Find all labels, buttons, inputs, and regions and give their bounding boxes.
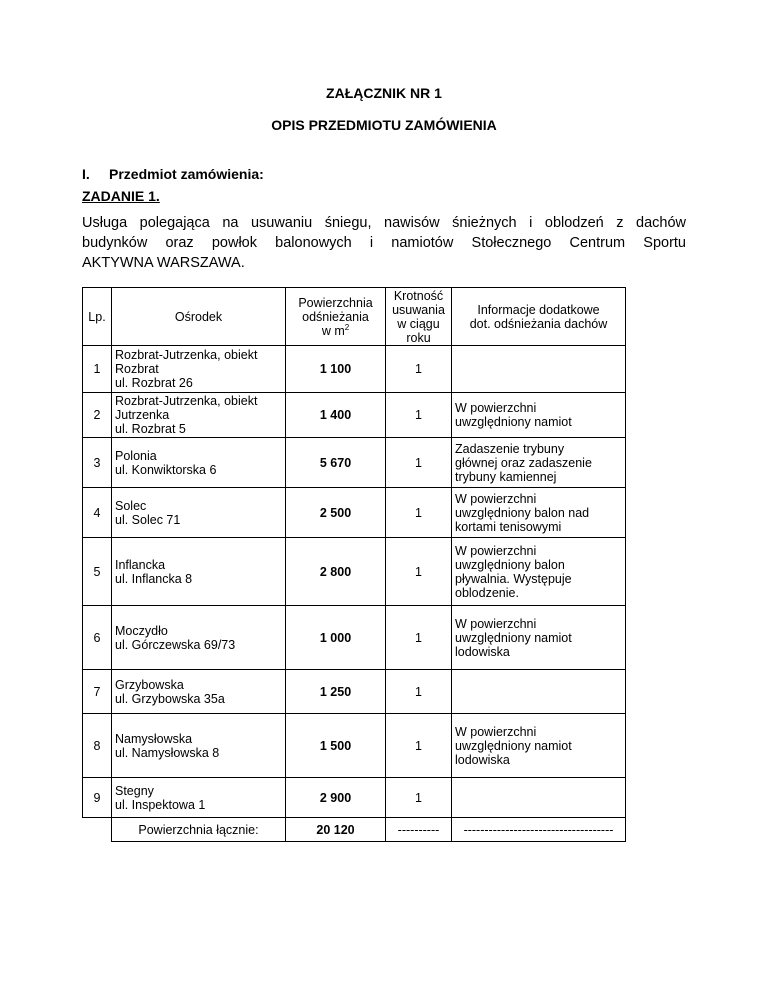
total-frequency: ---------- bbox=[386, 818, 452, 842]
table-row bbox=[83, 346, 626, 393]
cell-line: ul. Inspektowa 1 bbox=[115, 797, 206, 812]
cell-line: uwzględniony balon bbox=[455, 557, 565, 572]
cell-info bbox=[452, 393, 626, 438]
cell-osrodek bbox=[112, 778, 286, 818]
cell-line: uwzględniony balon nad bbox=[455, 505, 590, 520]
cell-frequency: 1 bbox=[386, 714, 452, 778]
cell-line: ul. Górczewska 69/73 bbox=[115, 637, 236, 652]
cell-line: Jutrzenka bbox=[115, 408, 170, 422]
cell-line: lodowiska bbox=[455, 644, 510, 659]
cell-line: pływalnia. Występuje bbox=[455, 571, 572, 586]
total-info: ------------------------------------ bbox=[452, 818, 626, 842]
description-line: budynków oraz powłok balonowych i namiotów Stołecznego Centrum Sportu bbox=[82, 235, 686, 251]
header-text: odśnieżania bbox=[302, 309, 369, 324]
cell-line: ul. Rozbrat 5 bbox=[115, 422, 186, 436]
cell-frequency: 1 bbox=[386, 393, 452, 438]
section-title: Przedmiot zamówienia: bbox=[109, 166, 264, 182]
cell-info bbox=[452, 488, 626, 538]
cell-frequency: 1 bbox=[386, 606, 452, 670]
header-text: dot. odśnieżania dachów bbox=[469, 316, 608, 331]
section-heading bbox=[82, 166, 264, 182]
cell-line: ul. Rozbrat 26 bbox=[115, 376, 193, 390]
cell-osrodek bbox=[112, 393, 286, 438]
section-number: I. bbox=[82, 166, 90, 182]
cell-area: 1 250 bbox=[286, 670, 386, 714]
table-row bbox=[83, 438, 626, 488]
cell-area: 1 500 bbox=[286, 714, 386, 778]
cell-line: Grzybowska bbox=[115, 677, 184, 692]
table-header-row bbox=[83, 288, 626, 346]
cell-line: Rozbrat-Jutrzenka, obiekt bbox=[115, 394, 258, 408]
cell-osrodek bbox=[112, 606, 286, 670]
header-text: Krotność bbox=[393, 288, 444, 303]
cell-lp: 7 bbox=[83, 670, 112, 714]
cell-info bbox=[452, 778, 626, 818]
header-text bbox=[289, 324, 382, 338]
cell-frequency: 1 bbox=[386, 778, 452, 818]
cell-line: trybuny kamiennej bbox=[455, 469, 557, 484]
cell-area: 1 100 bbox=[286, 346, 386, 393]
header-unit: w m bbox=[321, 323, 345, 338]
cell-area: 2 900 bbox=[286, 778, 386, 818]
cell-line: ul. Namysłowska 8 bbox=[115, 745, 220, 760]
total-area: 20 120 bbox=[286, 818, 386, 842]
cell-line: Polonia bbox=[115, 448, 157, 463]
cell-area: 5 670 bbox=[286, 438, 386, 488]
cell-line: Zadaszenie trybuny bbox=[455, 441, 565, 456]
header-text: Powierzchnia bbox=[298, 295, 373, 310]
header-osrodek: Ośrodek bbox=[112, 288, 286, 346]
document-subtitle: OPIS PRZEDMIOTU ZAMÓWIENIA bbox=[271, 117, 497, 133]
header-lp: Lp. bbox=[83, 288, 112, 346]
table-row bbox=[83, 538, 626, 606]
header-text: Informacje dodatkowe bbox=[477, 302, 600, 317]
cell-area: 1 400 bbox=[286, 393, 386, 438]
document-title: ZAŁĄCZNIK NR 1 bbox=[326, 85, 442, 101]
description-line: AKTYWNA WARSZAWA. bbox=[82, 255, 245, 271]
cell-empty bbox=[83, 818, 112, 842]
cell-line: Inflancka bbox=[115, 557, 166, 572]
cell-line: ul. Solec 71 bbox=[115, 512, 181, 527]
cell-info bbox=[452, 714, 626, 778]
cell-osrodek bbox=[112, 488, 286, 538]
cell-area: 2 500 bbox=[286, 488, 386, 538]
cell-line: uwzględniony namiot bbox=[455, 415, 572, 429]
table-total-row bbox=[83, 818, 626, 842]
cell-line: Rozbrat-Jutrzenka, obiekt bbox=[115, 348, 258, 362]
table-row bbox=[83, 606, 626, 670]
cell-frequency: 1 bbox=[386, 488, 452, 538]
cell-osrodek bbox=[112, 538, 286, 606]
cell-line: Solec bbox=[115, 498, 147, 513]
cell-frequency: 1 bbox=[386, 438, 452, 488]
cell-line: ul. Grzybowska 35a bbox=[115, 691, 225, 706]
table-row bbox=[83, 488, 626, 538]
table-row bbox=[83, 393, 626, 438]
cell-line: kortami tenisowymi bbox=[455, 519, 562, 534]
cell-line: W powierzchni bbox=[455, 401, 537, 415]
cell-line: W powierzchni bbox=[455, 543, 537, 558]
cell-lp: 5 bbox=[83, 538, 112, 606]
cell-osrodek bbox=[112, 714, 286, 778]
cell-line: Namysłowska bbox=[115, 731, 193, 746]
table-row bbox=[83, 714, 626, 778]
cell-info bbox=[452, 538, 626, 606]
cell-lp: 6 bbox=[83, 606, 112, 670]
cell-lp: 2 bbox=[83, 393, 112, 438]
cell-info bbox=[452, 606, 626, 670]
cell-lp: 8 bbox=[83, 714, 112, 778]
cell-lp: 4 bbox=[83, 488, 112, 538]
cell-osrodek bbox=[112, 670, 286, 714]
description-line: Usługa polegająca na usuwaniu śniegu, nawisów śnieżnych i oblodzeń z dachów bbox=[82, 215, 686, 231]
cell-lp: 1 bbox=[83, 346, 112, 393]
cell-frequency: 1 bbox=[386, 670, 452, 714]
cell-line: lodowiska bbox=[455, 752, 510, 767]
cell-line: Stegny bbox=[115, 783, 154, 798]
header-text: roku bbox=[406, 330, 431, 345]
cell-line: W powierzchni bbox=[455, 724, 537, 739]
cell-line: W powierzchni bbox=[455, 616, 537, 631]
cell-line: ul. Inflancka 8 bbox=[115, 571, 193, 586]
header-unit-sup: 2 bbox=[344, 322, 350, 332]
cell-line: ul. Konwiktorska 6 bbox=[115, 462, 217, 477]
cell-frequency: 1 bbox=[386, 538, 452, 606]
cell-line: Moczydło bbox=[115, 623, 168, 638]
cell-lp: 3 bbox=[83, 438, 112, 488]
task-title: ZADANIE 1. bbox=[82, 188, 160, 204]
task-description bbox=[82, 213, 686, 273]
header-text: usuwania bbox=[392, 302, 445, 317]
cell-osrodek bbox=[112, 438, 286, 488]
table-row bbox=[83, 670, 626, 714]
cell-line: oblodzenie. bbox=[455, 585, 519, 600]
cell-area: 2 800 bbox=[286, 538, 386, 606]
cell-line: W powierzchni bbox=[455, 491, 537, 506]
cell-info bbox=[452, 438, 626, 488]
header-area bbox=[286, 288, 386, 346]
cell-osrodek bbox=[112, 346, 286, 393]
table-row bbox=[83, 778, 626, 818]
header-frequency bbox=[386, 288, 452, 346]
objects-table bbox=[82, 287, 626, 842]
cell-info bbox=[452, 670, 626, 714]
cell-frequency: 1 bbox=[386, 346, 452, 393]
cell-line: głównej oraz zadaszenie bbox=[455, 455, 592, 470]
cell-area: 1 000 bbox=[286, 606, 386, 670]
cell-lp: 9 bbox=[83, 778, 112, 818]
cell-line: uwzględniony namiot bbox=[455, 630, 572, 645]
header-info bbox=[452, 288, 626, 346]
header-text: w ciągu bbox=[397, 316, 440, 331]
cell-info bbox=[452, 346, 626, 393]
total-label: Powierzchnia łącznie: bbox=[112, 818, 286, 842]
cell-line: uwzględniony namiot bbox=[455, 738, 572, 753]
cell-line: Rozbrat bbox=[115, 362, 159, 376]
